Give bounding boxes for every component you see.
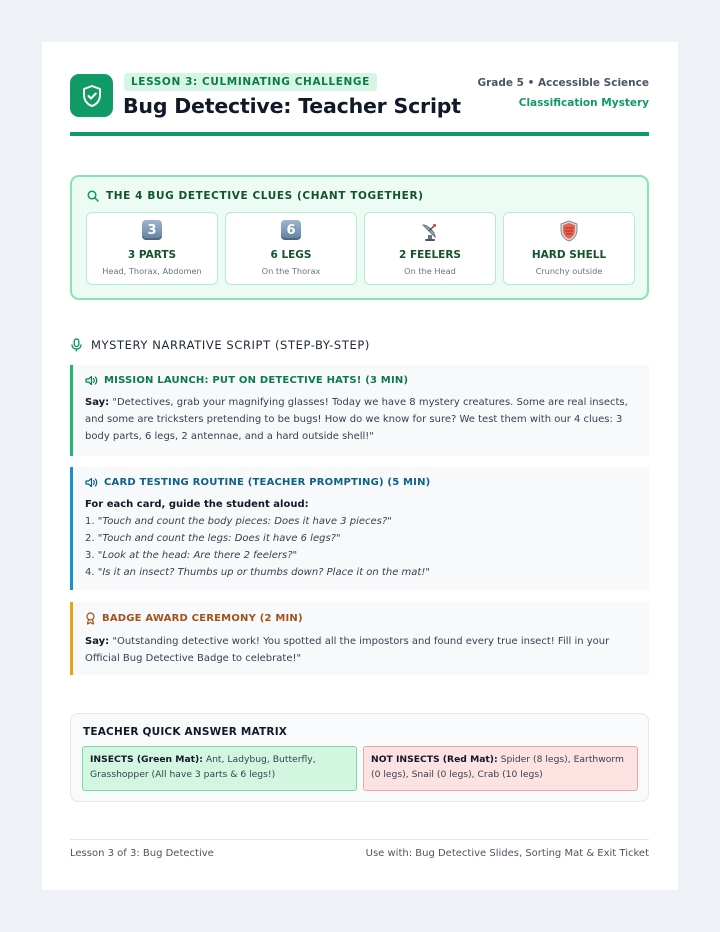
clue-name: HARD SHELL xyxy=(531,249,607,261)
footer-right: Use with: Bug Detective Slides, Sorting Mat & Exit Ticket xyxy=(365,848,649,859)
step-title: CARD TESTING ROUTINE (TEACHER PROMPTING) (5 MIN) xyxy=(104,477,431,488)
footer-left: Lesson 3 of 3: Bug Detective xyxy=(70,848,214,859)
clues-title: THE 4 BUG DETECTIVE CLUES (CHANT TOGETHER) xyxy=(106,190,424,202)
header-divider xyxy=(70,132,649,136)
prompt-item: 1. "Touch and count the body pieces: Does it have 3 pieces?" xyxy=(85,516,392,527)
clue-desc: On the Thorax xyxy=(261,266,321,276)
step-body xyxy=(85,633,637,667)
step-title: MISSION LAUNCH: PUT ON DETECTIVE HATS! (3 MIN) xyxy=(104,375,409,386)
prompt-item: 3. "Look at the head: Are there 2 feelers?" xyxy=(85,550,298,561)
clue-card xyxy=(86,212,218,285)
script-step xyxy=(70,467,649,590)
not-insects-label: NOT INSECTS (Red Mat): xyxy=(371,754,498,765)
header-meta xyxy=(477,77,649,109)
footer-divider xyxy=(70,839,649,840)
clue-name: 3 PARTS xyxy=(127,249,177,261)
insects-cell xyxy=(82,746,357,791)
search-icon xyxy=(87,190,99,202)
narrative-title: MYSTERY NARRATIVE SCRIPT (STEP-BY-STEP) xyxy=(91,338,370,352)
satellite-antenna-icon xyxy=(419,220,441,242)
clue-desc: Head, Thorax, Abdomen xyxy=(102,266,202,276)
clue-desc: On the Head xyxy=(404,266,456,276)
not-insects-text: Spider (8 legs), Earthworm (0 legs), Snail (0 legs), Crab (10 legs) xyxy=(371,754,624,780)
prompt-item: 2. "Touch and count the legs: Does it have 6 legs?" xyxy=(85,533,341,544)
keycap-6-icon: 6 xyxy=(281,220,301,240)
shield-check-icon xyxy=(70,74,113,117)
shield-icon xyxy=(559,220,579,242)
step-text: "Outstanding detective work! You spotted all the impostors and found every true insect! Fill in your Official Bug Detective Badge to celebrate!" xyxy=(85,636,610,664)
step-body xyxy=(85,394,637,445)
step-heading xyxy=(85,612,637,625)
not-insects-cell xyxy=(363,746,638,791)
insects-text: Ant, Ladybug, Butterfly, Grasshopper (All have 3 parts & 6 legs!) xyxy=(90,754,316,780)
microphone-icon xyxy=(71,338,82,352)
insects-label: INSECTS (Green Mat): xyxy=(90,754,203,765)
script-step xyxy=(70,365,649,456)
header-subtitle: Classification Mystery xyxy=(518,97,649,109)
step-intro-text: For each card, guide the student aloud: xyxy=(85,499,309,510)
step-intro xyxy=(85,496,637,513)
step-title: BADGE AWARD CEREMONY (2 MIN) xyxy=(102,613,303,624)
answer-matrix xyxy=(70,713,649,802)
say-label: Say: xyxy=(85,397,110,408)
speaker-icon xyxy=(85,477,98,488)
clue-name: 6 LEGS xyxy=(270,249,312,261)
grade-label: Grade 5 • Accessible Science xyxy=(477,77,649,89)
lesson-tag: LESSON 3: CULMINATING CHALLENGE xyxy=(124,73,377,91)
clues-heading xyxy=(87,190,424,202)
prompt-text: "Touch and count the legs: Does it have 6 legs?" xyxy=(97,533,341,544)
clue-name: 2 FEELERS xyxy=(399,249,461,261)
say-label: Say: xyxy=(85,636,110,647)
script-step xyxy=(70,602,649,675)
clue-list xyxy=(86,212,635,285)
matrix-title: TEACHER QUICK ANSWER MATRIX xyxy=(83,726,288,738)
keycap-3-icon: 3 xyxy=(142,220,162,240)
page-title: Bug Detective: Teacher Script xyxy=(123,94,461,118)
prompt-text: "Touch and count the body pieces: Does it have 3 pieces?" xyxy=(97,516,392,527)
prompt-item: 4. "Is it an insect? Thumbs up or thumbs down? Place it on the mat!" xyxy=(85,567,430,578)
clue-card xyxy=(503,212,635,285)
step-heading xyxy=(85,477,637,488)
lesson-page xyxy=(42,42,678,890)
clue-card xyxy=(364,212,496,285)
prompt-text: "Is it an insect? Thumbs up or thumbs down? Place it on the mat!" xyxy=(97,567,430,578)
speaker-icon xyxy=(85,375,98,386)
clue-card xyxy=(225,212,357,285)
clues-panel xyxy=(70,175,649,300)
prompt-text: "Look at the head: Are there 2 feelers?" xyxy=(97,550,298,561)
award-ribbon-icon xyxy=(85,612,96,625)
step-text: "Detectives, grab your magnifying glasses! Today we have 8 mystery creatures. Some are real insects, and some are tricksters pretending to be bugs! How do we know for sure? We test them with our 4 clues: 3 body parts, 6 legs, 2 antennae, and a hard outside shell!" xyxy=(85,397,628,442)
clue-desc: Crunchy outside xyxy=(535,266,603,276)
step-heading xyxy=(85,375,637,386)
narrative-heading xyxy=(71,338,370,352)
